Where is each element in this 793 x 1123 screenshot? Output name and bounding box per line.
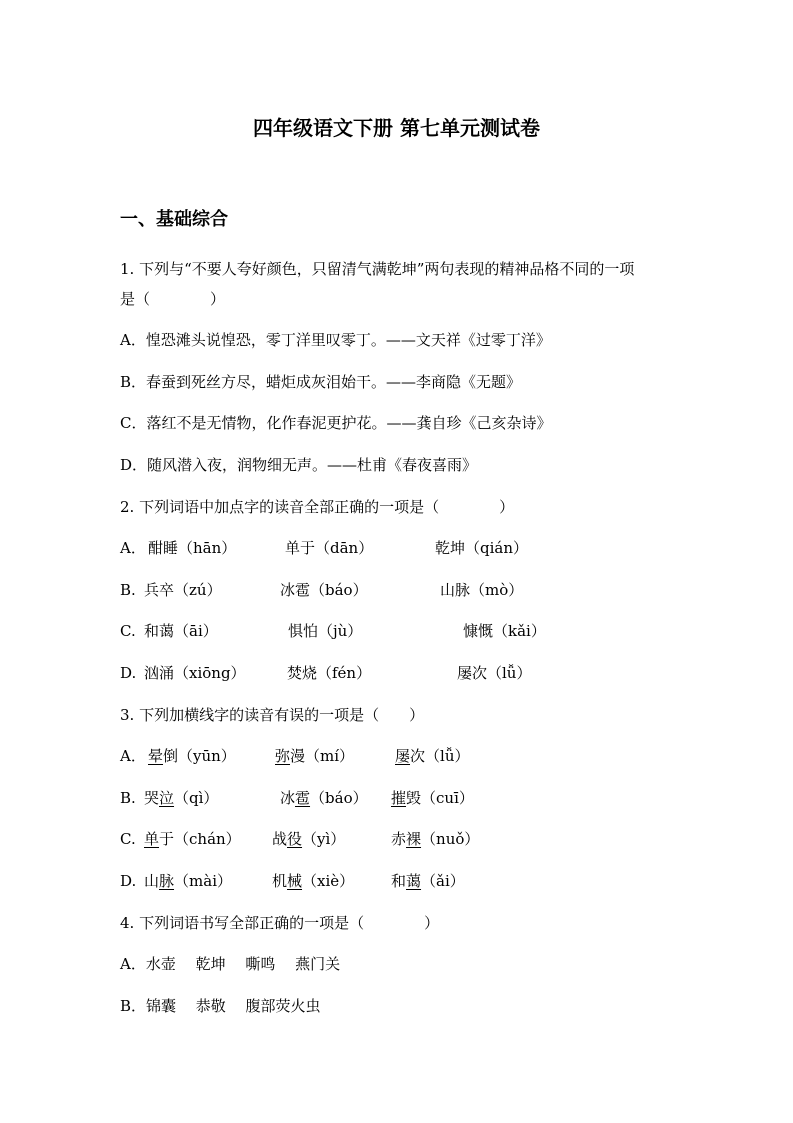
underlined-char: 裸 xyxy=(406,830,422,848)
word-item: 和蔼（āi） xyxy=(144,622,218,640)
underlined-char: 弥 xyxy=(275,747,291,765)
underlined-char: 脉 xyxy=(159,872,175,890)
word-item: 赤裸（nuǒ） xyxy=(391,830,480,848)
underlined-char: 蔼 xyxy=(406,872,422,890)
word-item: 单于（dān） xyxy=(285,539,374,557)
word-item: 惧怕（jù） xyxy=(288,622,363,640)
word-item: 山脉（mài） xyxy=(144,872,232,890)
q1-stem-line1: 1. 下列与“不要人夸好颜色，只留清气满乾坤”两句表现的精神品格不同的一项 xyxy=(120,260,635,278)
word-item: 汹涌（xiōng） xyxy=(144,664,246,682)
word-item: 冰雹（báo） xyxy=(280,789,368,807)
underlined-char: 雹 xyxy=(295,789,311,807)
underlined-char: 泣 xyxy=(159,789,175,807)
q2-stem: 2. 下列词语中加点字的读音全部正确的一项是（ ） xyxy=(120,498,515,516)
q1-option-c: C．落红不是无情物，化作春泥更护花。——龚自珍《己亥杂诗》 xyxy=(120,414,552,432)
q1-option-d: D．随风潜入夜，润物细无声。——杜甫《春夜喜雨》 xyxy=(120,456,478,474)
option-label: B. xyxy=(120,581,136,599)
underlined-char: 役 xyxy=(287,830,303,848)
word-item: 冰雹（báo） xyxy=(280,581,368,599)
option-label: A． xyxy=(120,747,146,765)
word-item: 战役（yì） xyxy=(272,830,346,848)
underlined-char: 械 xyxy=(287,872,303,890)
underlined-char: 摧 xyxy=(391,789,407,807)
word-item: 兵卒（zú） xyxy=(144,581,222,599)
page-title: 四年级语文下册 第七单元测试卷 xyxy=(253,116,540,140)
word-item: 屡次（lǚ） xyxy=(457,664,532,682)
q4-option-b: B．锦囊 恭敬 腹部荧火虫 xyxy=(120,997,321,1015)
word-item: 晕倒（yūn） xyxy=(148,747,236,765)
section-heading: 一、基础综合 xyxy=(120,209,228,230)
word-item: 单于（chán） xyxy=(144,830,241,848)
word-item: 乾坤（qián） xyxy=(435,539,529,557)
q1-option-a: A．惶恐滩头说惶恐，零丁洋里叹零丁。——文天祥《过零丁洋》 xyxy=(120,331,551,349)
word-item: 弥漫（mí） xyxy=(275,747,355,765)
option-label: C. xyxy=(120,622,136,640)
word-item: 摧毁（cuī） xyxy=(391,789,474,807)
q1-option-b: B．春蚕到死丝方尽，蜡炬成灰泪始干。——李商隐《无题》 xyxy=(120,373,522,391)
word-item: 和蔼（ǎi） xyxy=(391,872,465,890)
underlined-char: 晕 xyxy=(148,747,164,765)
option-label: A． xyxy=(120,539,146,557)
word-item: 酣睡（hān） xyxy=(148,539,237,557)
q4-option-a: A．水壶 乾坤 嘶鸣 燕门关 xyxy=(120,955,341,973)
word-item: 哭泣（qì） xyxy=(144,789,219,807)
option-label: C. xyxy=(120,830,136,848)
word-item: 慷慨（kǎi） xyxy=(463,622,546,640)
word-item: 山脉（mò） xyxy=(440,581,524,599)
word-item: 机械（xiè） xyxy=(272,872,355,890)
q4-stem: 4. 下列词语书写全部正确的一项是（ ） xyxy=(120,914,440,932)
word-item: 焚烧（fén） xyxy=(287,664,372,682)
option-label: B. xyxy=(120,789,136,807)
option-label: D. xyxy=(120,872,137,890)
underlined-char: 单 xyxy=(144,830,160,848)
q1-stem-line2: 是（ ） xyxy=(120,290,226,308)
word-item: 屡次（lǚ） xyxy=(395,747,470,765)
option-label: D. xyxy=(120,664,137,682)
underlined-char: 屡 xyxy=(395,747,411,765)
q3-stem: 3. 下列加横线字的读音有误的一项是（ ） xyxy=(120,706,425,724)
